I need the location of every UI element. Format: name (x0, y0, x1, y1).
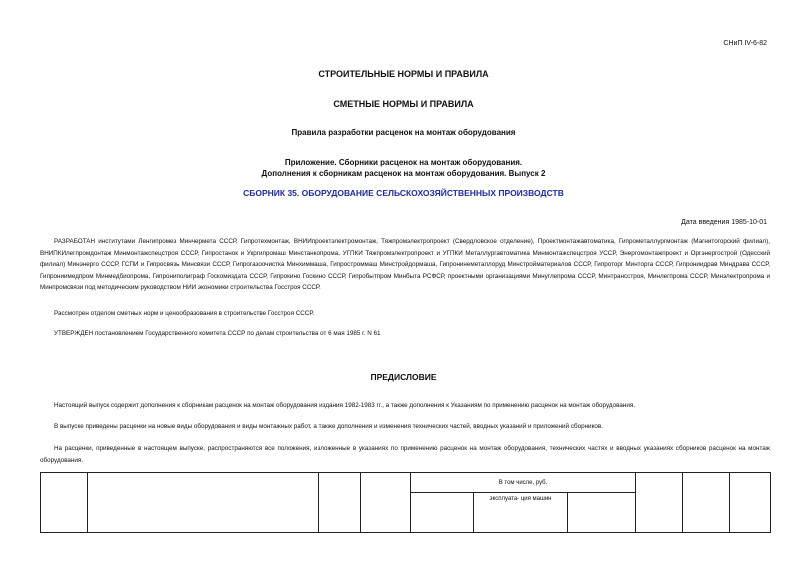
document-code: СНиП IV-6-82 (723, 40, 767, 47)
title-building-norms: СТРОИТЕЛЬНЫЕ НОРМЫ И ПРАВИЛА (318, 69, 489, 79)
header-machines-cell: эксплуата- ция машин (474, 493, 568, 533)
table-cell (361, 473, 411, 533)
intro-paragraph-2: В выпуске приведены расценки на новые виды оборудования и виды монтажных работ, а также дополнения и изменения технических частей, вводных указаний и приложений сборников. (54, 423, 603, 430)
table-cell (411, 493, 474, 533)
title-estimate-norms: СМЕТНЫЕ НОРМЫ И ПРАВИЛА (333, 99, 474, 109)
rates-table (40, 472, 771, 533)
reviewed-paragraph: Рассмотрен отделом сметных норм и ценообразования в строительстве Госстроя СССР. (54, 310, 315, 317)
table-cell (636, 473, 683, 533)
intro-paragraph-1: Настоящий выпуск содержит дополнения к сборникам расценок на монтаж оборудования издания 1982-1983 гг., а также дополнения к Указаниям по применению расценок на монтаж оборудования. (54, 402, 636, 409)
approved-paragraph: УТВЕРЖДЕН постановлением Государственного комитета СССР по делам строительства от 6 мая 1985 г. N 61 (54, 330, 381, 337)
effective-date: Дата введения 1985-10-01 (681, 219, 767, 226)
title-supplement: Дополнения к сборникам расценок на монтаж оборудования. Выпуск 2 (261, 169, 546, 178)
table-cell (88, 473, 319, 533)
developed-paragraph: РАЗРАБОТАН институтами Ленгипромез Минчермета СССР, Гипротехмонтаж, ВНИИпроектэлектромонтаж, Тяжпромэлектропроект (Свердловское отделение), Проектмонтажавтоматика, Гипрометаллургмонтаж (Магнитогорский филиал), ВНИПКИлегпромдонтаж Минмонтажспецстроя СССР, Гипростанок и Укргипромаш Минстанкопрома, УГПКИ Тяжпромэлектропроект и УГПКИ Металлургавтоматика Минмонтажспецстроя УССР, Энергомонтажпроект и Оргэнергострой (Одесский филиал) Минэнерго СССР, ГСПИ и Гипросвязь Минсвязи СССР, Гипрогазоочистка Минхиммаша, Гипростроммаш Минстройдормаша, Гипронинеметаллоруд Минстройматериалов СССР, Гипроторг Минторга СССР, Гипрониидрав Миндрава СССР, Гипрониимедпром Минмедбиопрома, Гипрониполиграф Госкомиздата СССР, Гипрокино Госкино СССР, Гипробытпром Минбыта РСФСР, проектными организациями Минуглепрома СССР, Минтрансстроя, Минлегпрома СССР, Минэлектропрома и Минпромсвязи под методическим руководством НИИ экономики строительства Госстроя СССР. (40, 238, 770, 291)
header-group-cell: В том числе, руб. (411, 473, 636, 493)
table-cell (568, 493, 636, 533)
table-cell (730, 473, 771, 533)
preface-heading: ПРЕДИСЛОВИЕ (370, 372, 437, 382)
table-cell (683, 473, 730, 533)
title-appendix: Приложение. Сборники расценок на монтаж оборудования. (284, 158, 523, 167)
title-collection: СБОРНИК 35. ОБОРУДОВАНИЕ СЕЛЬСКОХОЗЯЙСТВЕННЫХ ПРОИЗВОДСТВ (243, 188, 564, 198)
intro-paragraph-3: На расценки, приведенные в настоящем выпуске, распространяются все положения, изложенные в указаниях по применению расценок на монтаж оборудования, технических частях и вводных указаниях сборников расценок на монтаж оборудования. (40, 445, 770, 464)
table-cell (41, 473, 88, 533)
title-rules: Правила разработки расценок на монтаж оборудования (291, 128, 516, 137)
table-cell (319, 473, 361, 533)
